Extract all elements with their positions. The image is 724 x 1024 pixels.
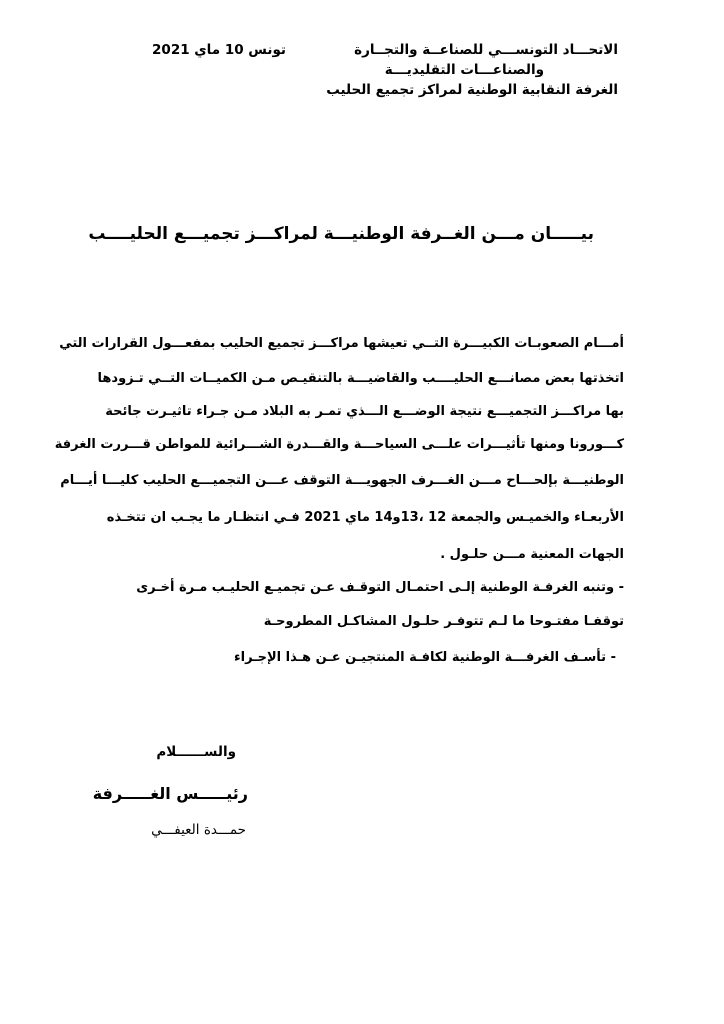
- statement-title: بيـــــان مـــن الغــرفة الوطنيـــة لمراكـــز تجميـــع الحليــــب: [88, 224, 594, 244]
- bullet-line-2: توقفـا مفتـوحا ما لـم تتوفـر حلـول المشاكـل المطروحـة: [263, 614, 624, 629]
- body-line-4: كـــورونا ومنها تأثيـــرات علـــى السياحـــة والقـــدرة الشـــرائية للمواطن قـــررت الغرفة: [54, 437, 624, 452]
- body-line-3: بها مراكـــز التجميـــع نتيجة الوضـــع الـــذي تمـر به البلاد مـن جـراء تاثيـرت جائحة: [105, 404, 624, 419]
- body-line-1: أمـــام الصعوبـات الكبيـــرة التــي تعيشها مراكـــز تجميع الحليب بمفعـــول القرارات التي: [59, 336, 624, 351]
- signatory-title: رئيـــــس الغـــــرفة: [92, 784, 248, 803]
- body-line-6: الأربعـاء والخميـس والجمعة 12 ،13و14 ماي 2021 فـي انتظـار ما يجـب ان تتخـذه: [106, 510, 624, 525]
- salutation: والســــــلام: [156, 744, 236, 760]
- body-line-5: الوطنيـــة بإلحـــاح مـــن الغـــرف الجهويـــة التوقف عـــن التجميـــع الحليب كليـــا أيـــام: [60, 473, 624, 488]
- org-name-line1: الاتحـــاد التونســـي للصناعــة والتجــارة: [354, 42, 618, 58]
- body-line-2: اتخذتها بعض مصانـــع الحليــــب والقاضيـــة بالتنقيـص مـن الكميــات التــي تـزودها: [97, 371, 624, 386]
- bullet-line-1: - وتنبه الغرفـة الوطنية إلـى احتمـال التوقـف عـن تجميـع الحليـب مـرة أخـرى: [136, 580, 624, 595]
- signatory-name: حمـــدة العيفـــي: [151, 822, 246, 838]
- body-line-7: الجهات المعنية مـــن حلـول .: [440, 547, 624, 562]
- issue-date: تونس 10 ماي 2021: [152, 42, 286, 58]
- chamber-name: الغرفة النقابية الوطنية لمراكز تجميع الحليب: [326, 82, 618, 98]
- bullet-line-3: - تأسـف الغرفـــة الوطنية لكافـة المنتجيـن عـن هـذا الإجـراء: [233, 650, 616, 665]
- org-name-line2: والصناعـــات التقليديـــة: [384, 62, 544, 78]
